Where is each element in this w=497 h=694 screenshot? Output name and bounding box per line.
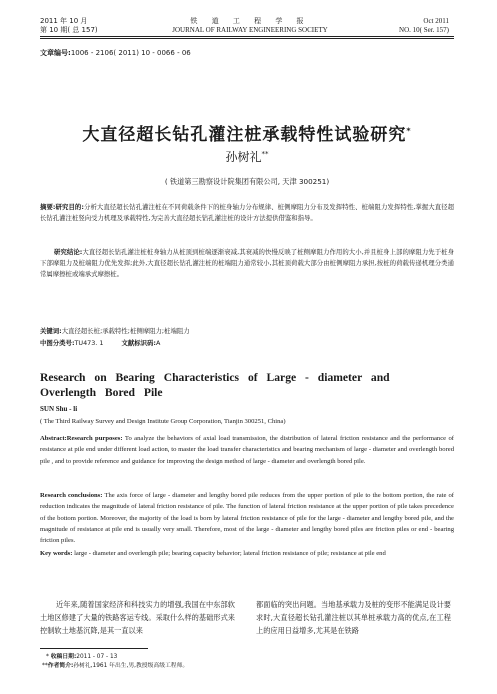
doc-code-value: A bbox=[155, 339, 161, 347]
issue-month: 2011 年 10 月 bbox=[40, 17, 88, 25]
author-bio-value: 孙树礼,1961 年出生,男,教授级高级工程师。 bbox=[73, 663, 189, 669]
author bbox=[40, 148, 454, 165]
received-value: 2011 - 07 - 13 bbox=[76, 654, 118, 660]
abstract-label: 摘要: bbox=[40, 203, 56, 211]
abstract-en-purposes bbox=[40, 433, 454, 467]
header-rule bbox=[40, 36, 454, 37]
journal-name bbox=[130, 17, 370, 35]
journal-issue-en bbox=[399, 17, 449, 35]
author-en: SUN Shu - li bbox=[40, 405, 78, 413]
classification bbox=[40, 338, 454, 349]
keywords-en-label: Key words: bbox=[40, 550, 73, 557]
issue-date-en: Oct 2011 bbox=[423, 17, 449, 25]
abstract-en-conclusions bbox=[40, 490, 454, 546]
abstract-conclusion bbox=[40, 247, 454, 281]
clc-value: TU473. 1 bbox=[74, 339, 104, 347]
article-number-value: 1006 - 2106( 2011) 10 - 0066 - 06 bbox=[70, 49, 191, 57]
purposes-en-label: Research purposes: bbox=[66, 435, 123, 442]
doc-code-label: 文献标识码: bbox=[121, 339, 156, 347]
keywords-cn-label: 关键词: bbox=[40, 327, 62, 335]
author-bio-label: 作者简介: bbox=[47, 663, 74, 669]
body-column-left: 近年来,随着国家经济和科技实力的增强,我国在中东部软土地区修建了大量的铁路客运专线。采取什么样的基础形式来控制软土地基沉降,是其一直以来 bbox=[40, 600, 235, 635]
keywords-en bbox=[40, 548, 454, 559]
issue-number-en: NO. 10( Ser. 157) bbox=[399, 26, 449, 34]
conclusions-en-label: Research conclusions: bbox=[40, 492, 103, 499]
footnote-rule bbox=[40, 648, 148, 649]
journal-issue-date bbox=[40, 17, 98, 35]
received-label: 收稿日期: bbox=[50, 654, 77, 660]
clc-label: 中图分类号: bbox=[40, 339, 75, 347]
conclusions-en-text: The axis force of large - diameter and lengthy bored pile reduces from the upper portion of pile to the bottom portion, the rate of reduction indicates the magnitude of lateral friction resistance of pile. The function of lateral friction resistance at the upper portion of pile takes precedence of the bottom portion. Moreover, the majority of the load is born by lateral friction resistance of pile for the large - diameter and lengthy bored pile, and the magnitude of resistance at pile end is usually very small. Therefore, most of the large - diameter and lengthy bored piles are friction piles or end - bearing friction piles. bbox=[40, 492, 455, 545]
conclusion-text: 大直径超长钻孔灌注桩桩身轴力从桩顶到桩端逐渐衰减,其衰减的快慢反映了桩侧摩阻力作用的大小,并且桩身上部的摩阻力先于桩身下部摩阻力及桩端阻力优先发挥;此外,大直径超长钻孔灌注桩的桩端阻力通常较小,其桩顶荷载大部分由桩侧摩阻力承担,按桩的荷载传递机理分类通常属摩擦桩或端承式摩擦桩。 bbox=[40, 248, 454, 279]
abstract-en-label: Abstract: bbox=[40, 435, 67, 442]
footnote-author bbox=[42, 662, 188, 670]
title-en: Research on Bearing Characteristics of Large - diameter and Overlength Bored Pile bbox=[40, 371, 390, 399]
page-title bbox=[40, 120, 454, 145]
author-footnote-mark: ** bbox=[261, 150, 269, 158]
purposes-en-text: To analyze the behaviors of axial load transmission, the distribution of lateral friction resistance and the performance of resistance at pile end under different load action, to master the load transfer characteristics and bearing mechanism of large - diameter and overlength bored pile , and to provide reference and guidance for improving the design method of large - diameter and overlength bored pile. bbox=[40, 435, 454, 465]
received-mark: * bbox=[46, 654, 49, 660]
journal-name-en: JOURNAL OF RAILWAY ENGINEERING SOCIETY bbox=[172, 26, 328, 34]
body-column-right: 都面临的突出问题。当地基承载力及桩的变形不能满足设计要求时,大直径超长钻孔灌注桩以其单桩承载力高的优点,在工程上的应用日益增多,尤其是在铁路 bbox=[256, 600, 451, 635]
author-bio-mark: ** bbox=[42, 663, 48, 669]
title-cn-text: 大直径超长钻孔灌注桩承载特性试验研究 bbox=[82, 125, 407, 145]
purpose-text: 分析大直径超长钻孔灌注桩在不同荷载条件下的桩身轴力分布规律、桩侧摩阻力分布及发挥特性、桩端阻力发挥特性,掌握大直径超长钻孔灌注桩竖向受力机理及承载特性,为完善大直径超长钻孔灌注桩的设计方法提供借鉴和指导。 bbox=[40, 203, 454, 223]
abstract-purpose bbox=[40, 202, 454, 224]
affiliation-en: ( The Third Railway Survey and Design Institute Group Corporation, Tianjin 300251, China) bbox=[40, 418, 286, 425]
footnote-received bbox=[46, 653, 117, 661]
journal-name-cn: 铁 道 工 程 学 报 bbox=[190, 17, 310, 25]
issue-number: 第 10 期( 总 157) bbox=[40, 26, 98, 34]
purpose-label: 研究目的: bbox=[55, 203, 84, 211]
keywords-en-text: large - diameter and overlength pile; bearing capacity behavior; lateral friction resistance of pile; resistance at pile end bbox=[74, 550, 386, 557]
keywords-cn-text: 大直径超长桩;承载特性;桩侧摩阻力;桩端阻力 bbox=[61, 327, 190, 335]
article-number-label: 文章编号: bbox=[40, 49, 71, 57]
keywords-cn bbox=[40, 326, 454, 337]
header-rule-thin bbox=[40, 38, 454, 39]
affiliation: ( 铁道第三勘察设计院集团有限公司, 天津 300251) bbox=[164, 177, 330, 186]
article-number bbox=[40, 48, 191, 58]
author-cn-text: 孙树礼 bbox=[225, 150, 262, 164]
title-footnote-mark: * bbox=[406, 126, 412, 136]
conclusion-label: 研究结论: bbox=[54, 248, 83, 256]
